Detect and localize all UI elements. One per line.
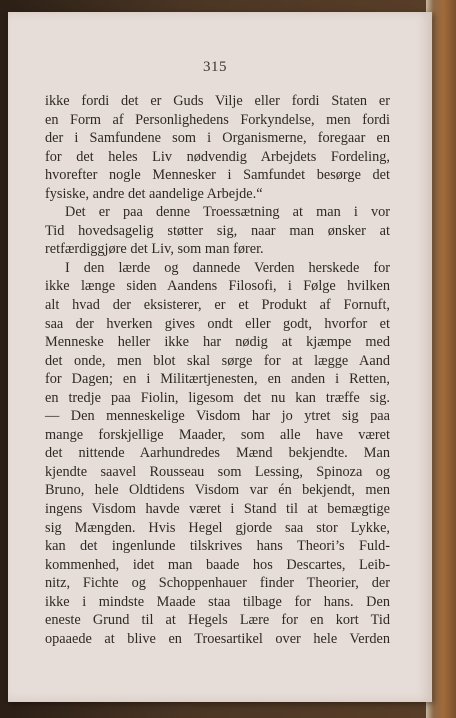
text-line: retfærdiggjøre det Liv, som man fører. (45, 241, 264, 258)
book-page (8, 12, 432, 702)
text-line: for Dagen; en i Militærtjenesten, en anden i Retten, (45, 371, 390, 388)
text-line: — Den menneskelige Visdom har jo ytret sig paa (45, 408, 390, 425)
text-line: sig Mængden. Hvis Hegel gjorde saa stor Lykke, (45, 519, 390, 536)
text-line: for det heles Liv nødvendig Arbejdets Fordeling, (45, 148, 390, 165)
text-line: Tid hovedsagelig støtter sig, naar man ønsker at (45, 222, 390, 239)
text-line: opaaede at blive en Troesartikel over hele Verden (45, 630, 390, 647)
text-line: eneste Grund til at Hegels Lære for en kort Tid (45, 612, 390, 629)
text-line: saa der hverken gives ondt eller godt, hvorfor et (45, 315, 390, 332)
text-line: ikke fordi det er Guds Vilje eller fordi Staten er (45, 93, 390, 109)
text-line: ingens Visdom havde været i Stand til at bemægtige (45, 501, 390, 518)
body-text (45, 92, 390, 648)
text-line: kan det ingenlunde tilskrives hans Theori’s Fuld- (45, 538, 390, 555)
text-line: Det er paa denne Troessætning at man i vor (65, 204, 390, 221)
text-line: en tredje paa Fiolin, ligesom det nu kan træffe sig. (45, 389, 390, 406)
text-line: det nittende Aarhundredes Mænd bekjendte. Man (45, 445, 390, 462)
text-line: mange forskjellige Maader, som alle have været (45, 426, 390, 443)
text-line: fysiske, andre det aandelige Arbejde.“ (45, 185, 263, 202)
text-line: kommenhed, idet man baade hos Descartes, Leib- (45, 556, 390, 573)
text-line: der i Samfundene som i Organismerne, foregaar en (45, 130, 390, 147)
page-number: 315 (203, 59, 227, 75)
text-line: det onde, men blot skal sørge for at lægge Aand (45, 352, 390, 369)
text-line: ikke i mindste Maade staa tilbage for hans. Den (45, 593, 390, 610)
text-line: ikke længe siden Aandens Filosofi, i Følge hvilken (45, 278, 390, 295)
text-line: hvorefter nogle Mennesker i Samfundet besørge det (45, 167, 390, 184)
text-line: en Form af Personlighedens Forkyndelse, men fordi (45, 111, 390, 128)
text-line: kjendte saavel Rousseau som Lessing, Spinoza og (45, 463, 390, 480)
text-line: Bruno, hele Oldtidens Visdom var én bekjendt, men (45, 482, 390, 499)
text-line: Menneske heller ikke har nødig at kjæmpe med (45, 334, 390, 351)
text-line: I den lærde og dannede Verden herskede for (65, 259, 390, 276)
text-line: alt hvad der eksisterer, er et Produkt af Fornuft, (45, 297, 390, 314)
text-line: nitz, Fichte og Schoppenhauer finder Theorier, der (45, 575, 390, 592)
